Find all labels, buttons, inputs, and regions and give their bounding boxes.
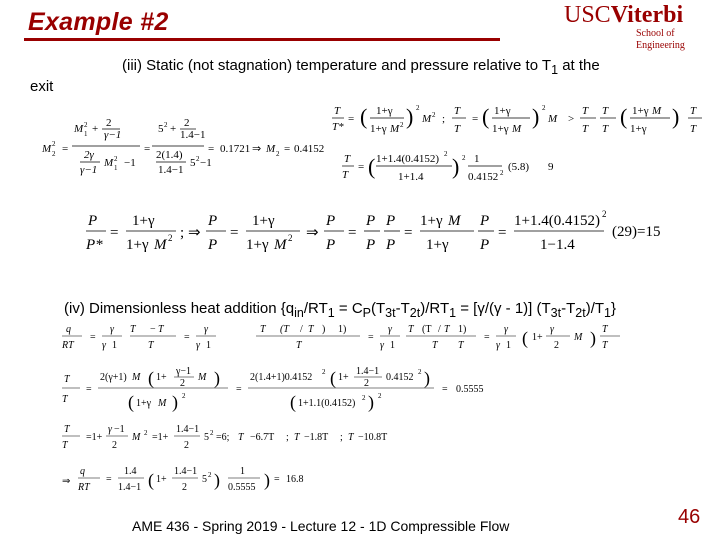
svg-text:T: T: [62, 440, 68, 451]
svg-text:1+: 1+: [156, 372, 167, 383]
pressure-ratio-result: (29)=15: [612, 224, 661, 240]
svg-text:T: T: [458, 340, 464, 351]
svg-text:T: T: [690, 105, 697, 117]
svg-text:M: M: [132, 432, 141, 443]
svg-text:=: =: [90, 332, 96, 343]
mach-result: 0.4152: [294, 143, 325, 155]
svg-text:=: =: [442, 384, 448, 395]
svg-text:=1+: =1+: [86, 432, 103, 443]
svg-text:T: T: [260, 324, 266, 335]
svg-text:5: 5: [202, 474, 207, 485]
svg-text:): ): [590, 328, 596, 348]
svg-text:1+: 1+: [338, 372, 349, 383]
stagnation-temp-static: [60, 420, 500, 462]
svg-text:M: M: [422, 113, 432, 125]
svg-text:2: 2: [168, 233, 173, 243]
svg-text:1+γ: 1+γ: [132, 213, 155, 229]
temperature-ratio-general: [330, 100, 718, 150]
svg-text:M: M: [548, 113, 558, 125]
svg-text:2: 2: [542, 104, 546, 112]
svg-text:M: M: [74, 123, 84, 135]
slide-title: Example #2: [28, 8, 169, 36]
svg-text:T: T: [62, 394, 68, 405]
svg-text:M: M: [274, 237, 287, 253]
svg-text:2: 2: [554, 340, 559, 351]
svg-text:P: P: [480, 237, 490, 253]
svg-text:;: ;: [286, 432, 289, 443]
svg-text:⇒: ⇒: [62, 476, 71, 487]
svg-text:=: =: [348, 225, 357, 241]
svg-text:+: +: [170, 123, 177, 135]
svg-text:γ: γ: [204, 324, 208, 335]
svg-text:2: 2: [144, 429, 148, 437]
svg-text:P: P: [366, 237, 376, 253]
svg-text:M: M: [104, 157, 114, 169]
svg-text:): ): [172, 392, 178, 412]
svg-text:T: T: [582, 105, 589, 117]
svg-text:(: (: [522, 328, 528, 348]
svg-text:2: 2: [210, 429, 214, 437]
svg-text:1: 1: [206, 340, 211, 351]
svg-text:T: T: [334, 105, 341, 117]
svg-text:T: T: [602, 105, 609, 117]
svg-text:): ): [452, 154, 460, 179]
svg-text:2: 2: [164, 121, 168, 129]
svg-text:1+γ: 1+γ: [426, 237, 449, 253]
svg-text:1: 1: [390, 340, 395, 351]
t1t-c: −10.8T: [358, 432, 388, 443]
usc-viterbi-logo: [564, 2, 714, 51]
svg-text:2: 2: [418, 368, 422, 376]
svg-text:P: P: [326, 237, 336, 253]
svg-text:M: M: [154, 237, 167, 253]
svg-text:2: 2: [362, 394, 366, 402]
svg-text:=: =: [62, 143, 69, 155]
svg-text:1+γ: 1+γ: [246, 237, 269, 253]
svg-text:2: 2: [444, 150, 448, 158]
svg-text:=: =: [208, 143, 215, 155]
heat-addition-general: [60, 320, 700, 360]
svg-text:T: T: [454, 105, 461, 117]
svg-text:γ: γ: [102, 340, 106, 351]
svg-text:q: q: [80, 466, 85, 477]
svg-text:M: M: [42, 143, 52, 155]
svg-text:=: =: [484, 332, 490, 343]
svg-text:2: 2: [288, 233, 293, 243]
svg-text:⇒: ⇒: [252, 143, 262, 155]
svg-text:=: =: [404, 225, 413, 241]
svg-text:=: =: [368, 332, 374, 343]
svg-text:(: (: [360, 104, 368, 129]
section-iv-heading: (iv) Dimensionless heat addition {$q_{in}/RT_1 = C_P(T_{3t}-T_{2t})/RT_1 = [\gamma/(\gamma - 1)]$ $(T_{3t}-T_{2t})/T_1$}: [64, 300, 616, 320]
svg-text:=: =: [498, 225, 507, 241]
mach-value: 0.1721: [220, 143, 251, 155]
temperature-ratio-numeric: [340, 148, 580, 190]
svg-text:;: ;: [442, 113, 446, 125]
section-iii-heading-cont: exit: [30, 78, 54, 95]
svg-text:1: 1: [114, 164, 118, 172]
svg-text:1+1.4: 1+1.4: [398, 171, 424, 183]
svg-text:P: P: [386, 213, 396, 229]
svg-text:T: T: [130, 324, 136, 335]
svg-text:2: 2: [182, 482, 187, 493]
svg-text:γ: γ: [380, 340, 384, 351]
svg-text:>: >: [568, 113, 575, 125]
svg-text:γ−1: γ−1: [176, 366, 192, 377]
svg-text:1: 1: [84, 130, 88, 138]
svg-text:+: +: [92, 123, 99, 135]
svg-text:(: (: [330, 368, 336, 388]
t1t-a: −6.7T: [250, 432, 275, 443]
svg-text:T: T: [158, 324, 164, 335]
svg-text:): ): [532, 104, 540, 129]
svg-text:2: 2: [182, 392, 186, 400]
svg-text:P: P: [366, 213, 376, 229]
svg-text:P: P: [208, 237, 218, 253]
svg-text:M: M: [158, 398, 167, 409]
svg-text:M: M: [390, 123, 400, 135]
svg-text:1): 1): [338, 324, 347, 335]
svg-text:2γ: 2γ: [84, 149, 94, 161]
svg-text:2: 2: [378, 392, 382, 400]
svg-text:P: P: [326, 213, 336, 229]
svg-text:RT: RT: [62, 340, 74, 351]
svg-text:γ: γ: [388, 324, 392, 335]
t1t-b: −1.8T: [304, 432, 329, 443]
svg-text:(: (: [148, 470, 154, 490]
svg-text:2: 2: [276, 150, 280, 158]
svg-text:=: =: [236, 384, 242, 395]
stagnation-temp-ratio: [60, 360, 520, 420]
svg-text:(: (: [148, 368, 154, 388]
svg-text:1.4−1: 1.4−1: [176, 424, 200, 435]
svg-text:(: (: [482, 104, 490, 129]
svg-text:2: 2: [500, 169, 504, 177]
svg-text:(: (: [620, 104, 628, 129]
svg-text:2: 2: [112, 440, 117, 451]
svg-text:1+1.1(0.4152): 1+1.1(0.4152): [298, 398, 356, 409]
svg-text:5: 5: [190, 157, 196, 169]
svg-text:q: q: [66, 324, 71, 335]
svg-text:T: T: [296, 340, 302, 351]
svg-text:1: 1: [474, 153, 480, 165]
svg-text:M: M: [574, 332, 583, 343]
svg-text:P*: P*: [86, 237, 103, 253]
svg-text:=: =: [358, 161, 365, 173]
svg-text:(: (: [128, 392, 134, 412]
q-frac-den: 1.4−1: [118, 482, 142, 493]
svg-text:1+: 1+: [532, 332, 543, 343]
svg-text:=: =: [110, 225, 119, 241]
pressure-den: 1−1.4: [540, 237, 575, 253]
svg-text:): ): [672, 104, 680, 129]
svg-text:2: 2: [52, 150, 56, 158]
svg-text:T: T: [64, 374, 70, 385]
q-result: 16.8: [286, 474, 304, 485]
svg-text:T: T: [602, 324, 608, 335]
svg-text:1: 1: [112, 340, 117, 351]
svg-text:−1: −1: [124, 157, 136, 169]
pressure-ratio-equation: [84, 205, 644, 261]
svg-text:2: 2: [196, 155, 200, 163]
svg-text:⇒: ⇒: [306, 225, 319, 241]
svg-text:γ−1: γ−1: [80, 164, 98, 176]
svg-text:T: T: [348, 432, 354, 443]
svg-text:=: =: [472, 113, 479, 125]
svg-text:P: P: [208, 213, 218, 229]
svg-text:1.4−1: 1.4−1: [180, 129, 206, 141]
svg-text:1+γ: 1+γ: [420, 213, 443, 229]
svg-text:1.4−1: 1.4−1: [174, 466, 198, 477]
svg-text:M: M: [198, 372, 207, 383]
svg-text:γ: γ: [496, 340, 500, 351]
svg-text:T: T: [432, 340, 438, 351]
svg-text:=: =: [184, 332, 190, 343]
svg-text:γ−1: γ−1: [104, 129, 122, 141]
svg-text:1+γ: 1+γ: [126, 237, 149, 253]
svg-text:γ: γ: [504, 324, 508, 335]
svg-text:T: T: [148, 340, 154, 351]
svg-text:2(γ+1): 2(γ+1): [100, 372, 127, 383]
svg-text:T: T: [308, 324, 314, 335]
svg-text:T: T: [690, 123, 697, 135]
svg-text:T: T: [582, 123, 589, 135]
svg-text:T: T: [444, 324, 450, 335]
svg-text:/: /: [438, 324, 441, 335]
svg-text:γ: γ: [550, 324, 554, 335]
svg-text:T: T: [454, 123, 461, 135]
temp-ratio-trail: 9: [548, 161, 554, 173]
svg-text:=: =: [106, 474, 112, 485]
svg-text:2: 2: [180, 378, 185, 389]
svg-text:=: =: [86, 384, 92, 395]
t2t-result: 0.5555: [456, 384, 484, 395]
logo-wordmark: USCViterbi: [564, 2, 684, 28]
svg-text:1+1.4(0.4152): 1+1.4(0.4152): [376, 153, 440, 165]
title-underline: [24, 38, 500, 41]
svg-text:T: T: [344, 153, 351, 165]
svg-text:2: 2: [84, 121, 88, 129]
svg-text:2: 2: [52, 140, 56, 148]
section-iii-heading: (iii) Static (not stagnation) temperature and pressure relative to $T_1$ at the: [122, 57, 600, 77]
svg-text:(T: (T: [422, 324, 432, 335]
svg-text:1: 1: [240, 466, 245, 477]
svg-text:M: M: [132, 372, 141, 383]
mach-num-1: 2: [106, 118, 112, 129]
temp-ratio-mach: 0.4152: [468, 171, 499, 183]
svg-text:): ): [264, 470, 270, 490]
svg-text:2: 2: [400, 121, 404, 129]
q-const: 0.5555: [228, 482, 256, 493]
svg-text:=1+: =1+: [152, 432, 169, 443]
svg-text:T: T: [238, 432, 244, 443]
svg-text:M: M: [448, 213, 461, 229]
svg-text:=: =: [230, 225, 239, 241]
page-number: 46: [678, 506, 701, 528]
svg-text:5: 5: [204, 432, 209, 443]
svg-text:;: ;: [180, 225, 185, 241]
svg-text:1+γ: 1+γ: [370, 123, 387, 135]
svg-text:1+γ: 1+γ: [632, 105, 649, 117]
svg-text:1.4−1: 1.4−1: [158, 164, 184, 176]
svg-text:2: 2: [184, 118, 190, 129]
svg-text:2: 2: [208, 471, 212, 479]
svg-text:2: 2: [184, 440, 189, 451]
svg-text:M: M: [512, 123, 522, 135]
svg-text:=: =: [144, 143, 151, 155]
svg-text:): ): [322, 324, 326, 335]
svg-text:⇒: ⇒: [188, 225, 201, 241]
svg-text:T: T: [64, 424, 70, 435]
svg-text:T: T: [342, 169, 349, 181]
svg-text:−1: −1: [200, 157, 212, 169]
q-frac-num: 1.4: [124, 466, 137, 477]
svg-text:T: T: [408, 324, 414, 335]
svg-text:): ): [368, 392, 374, 412]
svg-text:P: P: [480, 213, 490, 229]
svg-text:1): 1): [458, 324, 467, 335]
svg-text:RT: RT: [78, 482, 90, 493]
svg-text:5: 5: [158, 123, 164, 135]
svg-text:2: 2: [602, 209, 607, 219]
svg-text:−: −: [150, 324, 156, 335]
t2t-value-a: 2(1.4+1)0.4152: [250, 372, 313, 383]
temp-ratio-value: (5.8): [508, 161, 530, 173]
svg-text:(T: (T: [280, 324, 289, 335]
svg-text:/: /: [300, 324, 303, 335]
heat-addition-result: [60, 462, 360, 504]
svg-text:=: =: [274, 474, 280, 485]
svg-text:=: =: [348, 113, 355, 125]
pressure-num: 1+1.4(0.4152): [514, 213, 600, 229]
svg-text:2: 2: [114, 155, 118, 163]
svg-text:T*: T*: [332, 121, 344, 133]
svg-text:M: M: [652, 105, 662, 117]
svg-text:2: 2: [462, 154, 466, 162]
svg-text:(: (: [290, 392, 296, 412]
svg-text:T: T: [602, 123, 609, 135]
svg-text:1+: 1+: [156, 474, 167, 485]
svg-text:): ): [214, 368, 220, 388]
svg-text:1.4−1: 1.4−1: [356, 366, 380, 377]
svg-text:γ: γ: [196, 340, 200, 351]
mach-equation: [40, 118, 340, 188]
svg-text:P: P: [88, 213, 98, 229]
svg-text:M: M: [266, 143, 276, 155]
svg-text:T: T: [294, 432, 300, 443]
svg-text:2: 2: [364, 378, 369, 389]
svg-text:γ: γ: [110, 324, 114, 335]
svg-text:;: ;: [340, 432, 343, 443]
svg-text:2: 2: [432, 111, 436, 119]
t2t-value-b: 0.4152: [386, 372, 414, 383]
svg-text:P: P: [386, 237, 396, 253]
svg-text:1+γ: 1+γ: [136, 398, 152, 409]
svg-text:1+γ: 1+γ: [492, 123, 509, 135]
svg-text:(: (: [368, 154, 376, 179]
svg-text:1: 1: [506, 340, 511, 351]
svg-text:1+γ: 1+γ: [494, 105, 511, 117]
svg-text:2: 2: [416, 104, 420, 112]
logo-subtitle: School of Engineering: [636, 28, 685, 51]
svg-text:1+γ: 1+γ: [630, 123, 647, 135]
svg-text:=: =: [284, 143, 291, 155]
svg-text:γ: γ: [108, 424, 112, 435]
svg-text:−1: −1: [114, 424, 125, 435]
svg-text:): ): [406, 104, 414, 129]
svg-text:2: 2: [322, 368, 326, 376]
svg-text:): ): [214, 470, 220, 490]
svg-text:=6;: =6;: [216, 432, 230, 443]
footer-caption: AME 436 - Spring 2019 - Lecture 12 - 1D Compressible Flow: [132, 518, 510, 534]
svg-text:): ): [424, 368, 430, 388]
svg-text:1+γ: 1+γ: [376, 105, 393, 117]
svg-text:1+γ: 1+γ: [252, 213, 275, 229]
svg-text:2(1.4): 2(1.4): [156, 149, 183, 161]
svg-text:T: T: [602, 340, 608, 351]
